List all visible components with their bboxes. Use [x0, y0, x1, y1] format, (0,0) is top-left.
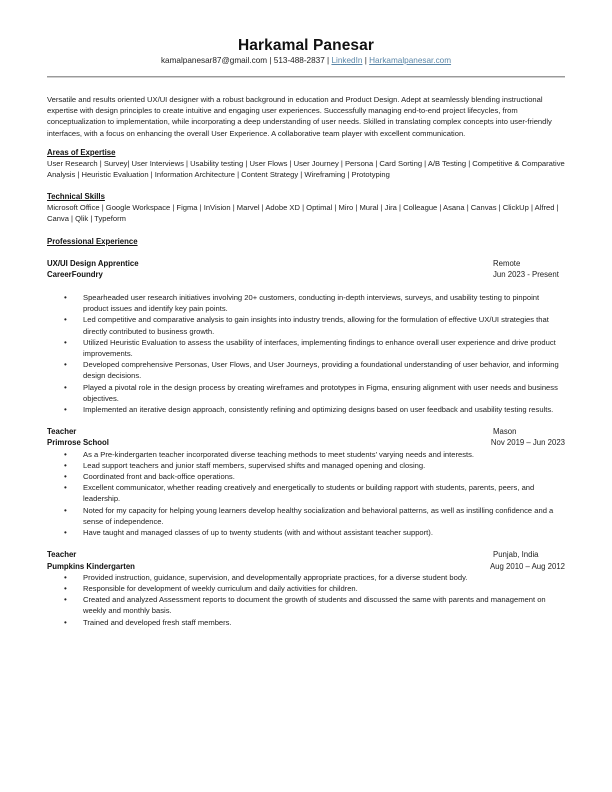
- list-item: • Implemented an iterative design approach, consistently refining and optimizing designs based on user feedback and usability testing results.: [47, 404, 565, 415]
- website-link[interactable]: Harkamalpanesar.com: [369, 56, 452, 65]
- list-item: • Created and analyzed Assessment reports to document the growth of students and discussed the same with parents and management on weekly and monthly basis.: [47, 594, 565, 616]
- section-title: Technical Skills: [47, 192, 105, 202]
- expertise-list: User Research | Survey| User Interviews | Usability testing | User Flows | User Journey | Persona | Card Sorting | A/B Testing | Competitive & Comparative Analysis | Heuristic Evaluation | Information Architecture | Content Strategy | Wireframing | Prototyping: [47, 158, 565, 180]
- phone-text: 513-488-2837: [273, 56, 325, 65]
- job-location: Punjab, India: [493, 550, 539, 560]
- list-item: • Excellent communicator, whether reading creatively and energetically to students or building rapport with students, parents, peers, and leadership.: [47, 482, 565, 504]
- list-item: • Lead support teachers and junior staff members, supervised shifts and managed opening and closing.: [47, 460, 565, 471]
- list-item: • Played a pivotal role in the design process by creating wireframes and prototypes in Figma, ensuring alignment with user needs and business objectives.: [47, 382, 565, 404]
- list-item: • Trained and developed fresh staff members.: [47, 617, 565, 628]
- job-role: Teacher: [47, 550, 77, 560]
- job-bullets: [47, 572, 565, 628]
- job-entry: [47, 426, 565, 538]
- separator: |: [267, 56, 274, 65]
- separator: |: [324, 56, 332, 65]
- job-dates: Jun 2023 - Present: [493, 269, 559, 279]
- job-bullets: [47, 292, 565, 415]
- job-role: Teacher: [47, 427, 77, 437]
- list-item: • Utilized Heuristic Evaluation to assess the usability of interfaces, implementing findings to enhance overall user experience and drive product improvements.: [47, 337, 565, 359]
- experience-section: [47, 236, 565, 628]
- list-item: • As a Pre-kindergarten teacher incorporated diverse teaching methods to meet students’ varying needs and interests.: [47, 449, 565, 460]
- list-item: • Provided instruction, guidance, supervision, and developmentally appropriate practices, for a diverse student body.: [47, 572, 565, 583]
- job-dates: Nov 2019 – Jun 2023: [490, 438, 565, 448]
- header-divider: [47, 76, 565, 78]
- job-company: Pumpkins Kindergarten: [47, 561, 135, 571]
- summary-paragraph: Versatile and results oriented UX/UI designer with a robust background in education and Product Design. Adept at seamlessly blending instructional expertise with design principles to create intuitive and engaging user experiences. Successfully managing end-to-end project lifecycles, from conceptualization to implementation, while incorporating a deep understanding of user needs. Skilled in translating complex concepts into user-friendly interfaces, with a focus on enhancing the overall User Experience. A collaborative team player with excellent communication.: [47, 95, 552, 138]
- candidate-name: Harkamal Panesar: [237, 37, 375, 54]
- job-dates: Aug 2010 – Aug 2012: [489, 561, 565, 571]
- skills-section: [47, 191, 565, 224]
- job-entry: [47, 258, 565, 416]
- job-company: Primrose School: [47, 438, 109, 448]
- list-item: • Led competitive and comparative analysis to gain insights into industry trends, allowing for the formulation of effective UX/UI strategies that directly contributed to business growth.: [47, 314, 565, 336]
- contact-line: [47, 55, 565, 66]
- list-item: • Noted for my capacity for helping young learners develop healthy socialization and behavioral patterns, as well as instilling confidence and a sense of independence.: [47, 505, 565, 527]
- resume-page: [47, 36, 565, 628]
- list-item: • Coordinated front and back-office operations.: [47, 471, 565, 482]
- job-bullets: [47, 449, 565, 539]
- separator: |: [362, 56, 370, 65]
- section-title: Areas of Expertise: [47, 147, 116, 157]
- list-item: • Have taught and managed classes of up to twenty students (with and without assistant teacher support).: [47, 527, 565, 538]
- skills-list: Microsoft Office | Google Workspace | Figma | InVision | Marvel | Adobe XD | Optimal | Miro | Mural | Jira | Colleague | Asana | Canvas | ClickUp | Alfred | Canva | Qlik | Typeform: [47, 203, 559, 224]
- section-title: Professional Experience: [47, 236, 138, 246]
- list-item: • Responsible for development of weekly curriculum and daily activities for children.: [47, 583, 565, 594]
- job-company: CareerFoundry: [47, 269, 103, 279]
- list-item: • Developed comprehensive Personas, User Flows, and User Journeys, providing a foundational understanding of user behavior, and informing design decisions.: [47, 359, 565, 381]
- job-location: Remote: [493, 258, 521, 268]
- linkedin-link[interactable]: LinkedIn: [331, 56, 363, 65]
- list-item: • Spearheaded user research initiatives involving 20+ customers, conducting in-depth interviews, surveys, and usability testing to pinpoint product issues and identify key pain points.: [47, 292, 565, 314]
- job-role: UX/UI Design Apprentice: [47, 258, 139, 268]
- job-entry: [47, 549, 565, 627]
- email-text: kamalpanesar87@gmail.com: [160, 56, 268, 65]
- expertise-section: [47, 147, 565, 180]
- job-location: Mason: [493, 427, 517, 437]
